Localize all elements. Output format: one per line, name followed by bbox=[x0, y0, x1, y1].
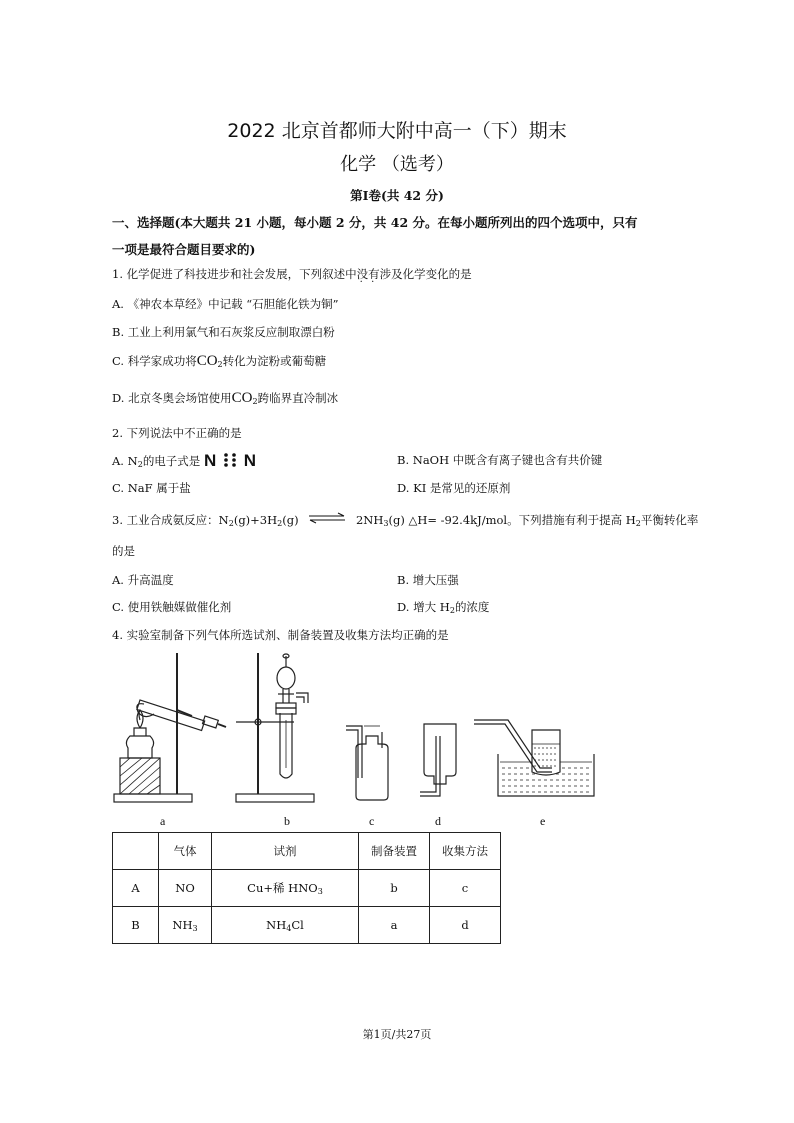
triple-bond-dots-icon bbox=[221, 452, 239, 468]
lab-apparatus-figure bbox=[100, 648, 610, 810]
q1-option-a: A. 《神农本草经》中记载 “石胆能化铁为铜” bbox=[112, 297, 339, 311]
q3-stem-line2: 的是 bbox=[112, 544, 135, 558]
co2-subscript: 2 bbox=[217, 360, 223, 369]
reagent-text-end: Cl bbox=[291, 917, 304, 932]
q1-emphasis-1: 没 bbox=[356, 267, 369, 281]
q3-sub: 2 bbox=[277, 519, 283, 528]
table-row bbox=[113, 907, 501, 944]
q4-stem: 4. 实验室制备下列气体所选试剂、制备装置及收集方法均正确的是 bbox=[112, 628, 449, 642]
apparatus-d-inverted-bottle bbox=[420, 724, 456, 796]
q2-option-b: B. NaOH 中既含有离子键也含有共价键 bbox=[397, 453, 603, 467]
apparatus-a-solid-heating bbox=[114, 653, 226, 802]
exam-subtitle: 化学 （选考） bbox=[340, 154, 454, 175]
page-number: 第1页/共27页 bbox=[362, 1028, 432, 1041]
volume-label: 第I卷(共 42 分) bbox=[350, 188, 444, 203]
apparatus-label-c: c bbox=[369, 814, 375, 828]
q2-option-a-text-end: 的电子式是 bbox=[142, 454, 201, 468]
apparatus-c-gas-bottle bbox=[346, 726, 388, 800]
table-header-row bbox=[113, 833, 501, 870]
q3-sub: 2 bbox=[228, 519, 234, 528]
apparatus-label-a: a bbox=[160, 814, 166, 828]
co2-formula: CO bbox=[196, 353, 218, 369]
nitrogen-symbol: N bbox=[203, 451, 217, 470]
q1-emphasis-2: 有 bbox=[368, 267, 380, 281]
table-header-cell bbox=[113, 833, 159, 870]
q3-sub: 3 bbox=[383, 519, 389, 528]
exam-title: 2022 北京首都师大附中高一（下）期末 bbox=[227, 120, 567, 142]
table-cell-option: B bbox=[113, 907, 159, 944]
h2-subscript: 2 bbox=[449, 606, 455, 615]
q2-option-d: D. KI 是常见的还原剂 bbox=[397, 481, 511, 495]
q1-option-b: B. 工业上利用氯气和石灰浆反应制取漂白粉 bbox=[112, 325, 335, 339]
q3-sub: 2 bbox=[635, 519, 641, 528]
reagent-text: Cu+稀 HNO bbox=[247, 881, 318, 895]
q3-text: (g) △H= -92.4kJ/mol。下列措施有利于提高 H bbox=[388, 513, 636, 527]
table-cell-device: a bbox=[359, 907, 430, 944]
q1-option-c bbox=[112, 353, 326, 370]
q3-option-d-text: D. 增大 H bbox=[397, 600, 450, 614]
table-cell-method: d bbox=[430, 907, 501, 944]
q3-option-a: A. 升高温度 bbox=[112, 573, 174, 587]
q1-stem-text-end: 涉及化学变化的是 bbox=[379, 267, 472, 281]
apparatus-label-b: b bbox=[284, 814, 290, 828]
table-header-cell: 制备装置 bbox=[359, 833, 430, 870]
section-heading-line1: 一、选择题(本大题共 21 小题，每小题 2 分，共 42 分。在每小题所列出的四个选项中，只有 bbox=[112, 215, 638, 230]
section-heading-line2: 一项是最符合题目要求的) bbox=[112, 242, 256, 257]
q3-text: (g) bbox=[282, 513, 299, 527]
apparatus-b-liquid-solid bbox=[236, 653, 314, 802]
reagent-text: NH bbox=[266, 917, 287, 932]
table-header-cell: 试剂 bbox=[212, 833, 359, 870]
q3-option-c: C. 使用铁触媒做催化剂 bbox=[112, 600, 232, 614]
q4-options-table bbox=[112, 832, 501, 944]
q1-option-c-text-end: 转化为淀粉或葡萄糖 bbox=[222, 354, 327, 368]
table-cell-reagent bbox=[212, 870, 359, 907]
apparatus-label-e: e bbox=[540, 814, 546, 828]
q1-option-c-text: C. 科学家成功将 bbox=[112, 354, 197, 368]
q2-option-a-text: A. N bbox=[112, 454, 138, 468]
q3-text: 平衡转化率 bbox=[640, 513, 699, 527]
table-header-cell: 气体 bbox=[159, 833, 212, 870]
table-cell-option: A bbox=[113, 870, 159, 907]
co2-formula: CO bbox=[231, 390, 253, 406]
table-header-cell: 收集方法 bbox=[430, 833, 501, 870]
q3-text: (g)+3H bbox=[233, 513, 278, 527]
n2-electron-formula bbox=[204, 451, 256, 470]
table-cell-gas: NO bbox=[159, 870, 212, 907]
reagent-subscript: 4 bbox=[286, 923, 292, 933]
q3-option-d bbox=[397, 599, 489, 615]
table-cell-device: b bbox=[359, 870, 430, 907]
q3-stem bbox=[112, 512, 698, 528]
apparatus-label-d: d bbox=[435, 814, 441, 828]
table-row bbox=[113, 870, 501, 907]
gas-subscript: 3 bbox=[192, 923, 198, 933]
q3-text: 3. 工业合成氨反应：N bbox=[112, 513, 229, 527]
q1-option-d-text-end: 跨临界直冷制冰 bbox=[257, 391, 339, 405]
q3-option-b: B. 增大压强 bbox=[397, 573, 459, 587]
co2-subscript: 2 bbox=[252, 397, 258, 406]
nitrogen-symbol: N bbox=[243, 451, 256, 470]
q1-stem bbox=[112, 266, 472, 282]
apparatus-e-water-trough bbox=[474, 720, 594, 796]
gas-text: NH bbox=[172, 917, 193, 932]
equilibrium-arrow-icon bbox=[307, 512, 347, 524]
table-cell-reagent bbox=[212, 907, 359, 944]
q1-stem-text: 1. 化学促进了科技进步和社会发展，下列叙述中 bbox=[112, 267, 357, 281]
table-cell-method: c bbox=[430, 870, 501, 907]
n2-subscript: 2 bbox=[137, 460, 143, 469]
q2-option-c: C. NaF 属于盐 bbox=[112, 481, 191, 495]
q1-option-d bbox=[112, 390, 338, 407]
q3-option-d-text-end: 的浓度 bbox=[454, 600, 490, 614]
q2-stem: 2. 下列说法中不正确的是 bbox=[112, 426, 242, 440]
q2-option-a bbox=[112, 450, 256, 470]
q3-text: 2NH bbox=[355, 513, 384, 527]
reagent-subscript: 3 bbox=[317, 887, 323, 896]
table-cell-gas bbox=[159, 907, 212, 944]
q1-option-d-text: D. 北京冬奥会场馆使用 bbox=[112, 391, 232, 405]
